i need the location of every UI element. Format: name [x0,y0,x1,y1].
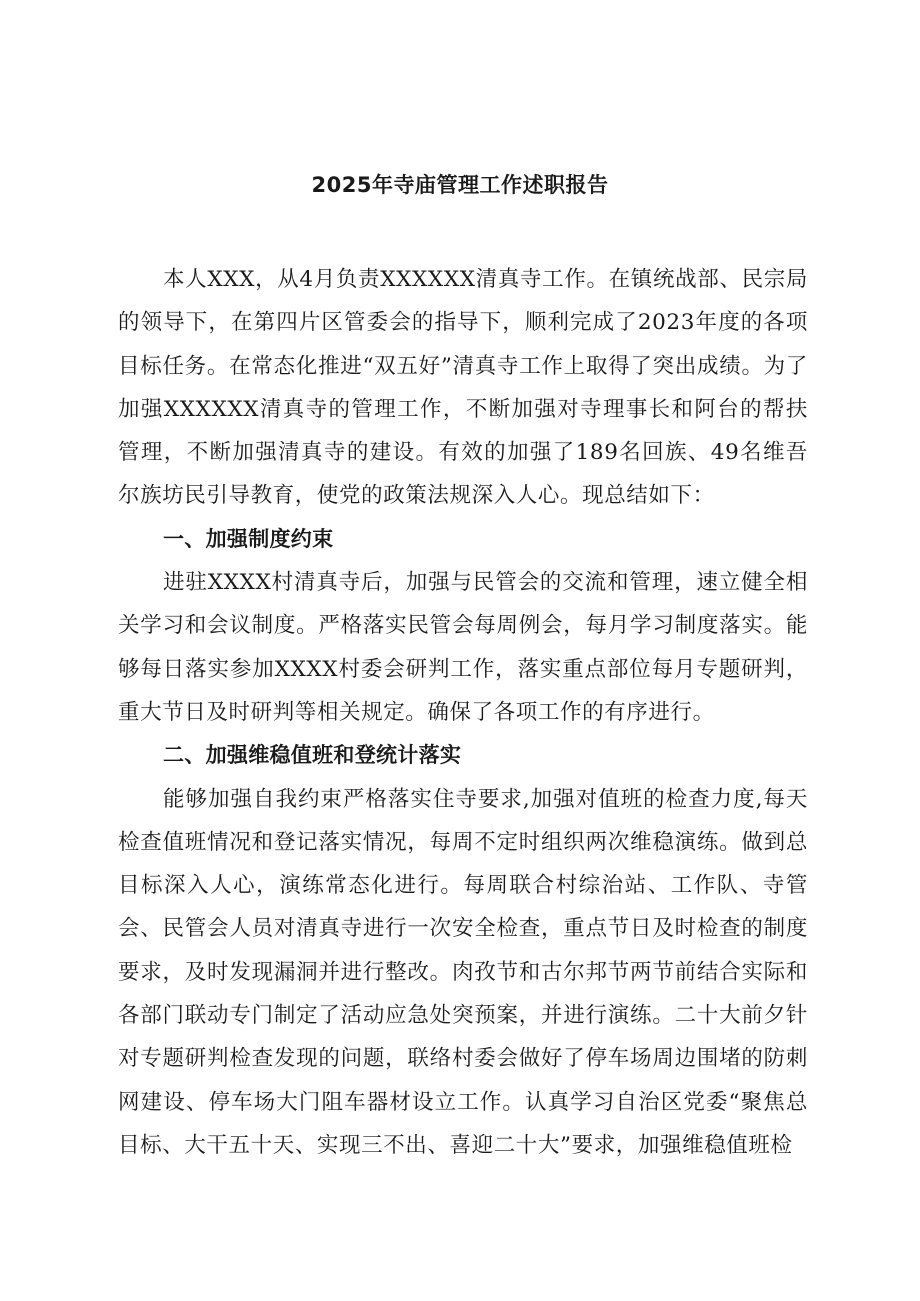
section-2-paragraph: 能够加强自我约束严格落实住寺要求,加强对值班的检查力度,每天检查值班情况和登记落实情况，每周不定时组织两次维稳演练。做到总目标深入人心，演练常态化进行。每周联合村综治站、工作队、寺管会、民管会人员对清真寺进行一次安全检查，重点节日及时检查的制度要求，及时发现漏洞并进行整改。肉孜节和古尔邦节两节前结合实际和各部门联动专门制定了活动应急处突预案，并进行演练。二十大前夕针对专题研判检查发现的问题，联络村委会做好了停车场周边围堵的防刺网建设、停车场大门阻车器材设立工作。认真学习自治区党委“聚焦总目标、大干五十天、实现三不出、喜迎二十大”要求，加强维稳值班检 [118,786,808,1158]
section-1-paragraph: 进驻XXXX村清真寺后，加强与民管会的交流和管理，速立健全相关学习和会议制度。严格落实民管会每周例会，每月学习制度落实。能够每日落实参加XXXX村委会研判工作，落实重点部位每月专题研判，重大节日及时研判等相关规定。确保了各项工作的有序进行。 [118,570,808,725]
document-title: 2025年寺庙管理工作述职报告 [311,173,609,197]
section-heading-2: 二、加强维稳值班和登统计落实 [163,743,462,768]
section-heading-1: 一、加强制度约束 [163,526,334,551]
intro-paragraph: 本人XXX，从4月负责XXXXXX清真寺工作。在镇统战部、民宗局的领导下，在第四片区管委会的指导下，顺利完成了2023年度的各项目标任务。在常态化推进“双五好”清真寺工作上取得了突出成绩。为了加强XXXXXX清真寺的管理工作，不断加强对寺理事长和阿台的帮扶管理，不断加强清真寺的建设。有效的加强了189名回族、49名维吾尔族坊民引导教育，使党的政策法规深入人心。现总结如下： [118,267,808,509]
document-body [118,258,808,1167]
